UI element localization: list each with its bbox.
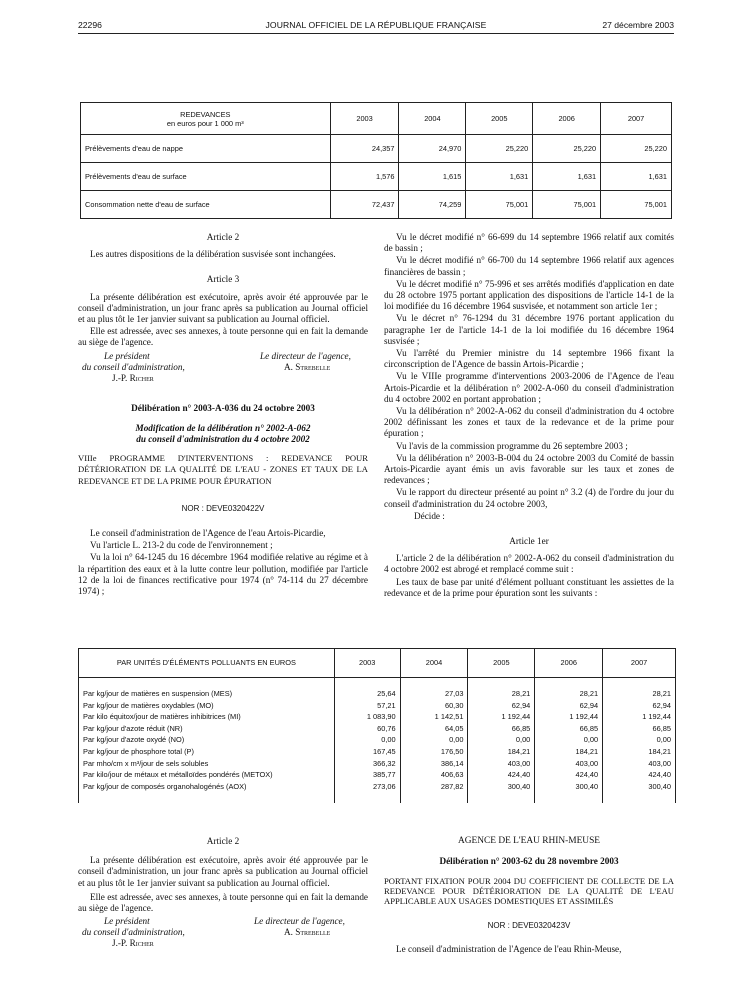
- cell: 424,40: [603, 769, 676, 781]
- table-row: [79, 746, 676, 758]
- paragraph-vu-8: Vu l'avis de la commission programme du 26 septembre 2003 ;: [396, 440, 628, 451]
- table-header-row: [81, 103, 672, 135]
- year-header: 2003: [334, 649, 400, 678]
- cell: 403,00: [603, 757, 676, 769]
- cell: 0,00: [400, 734, 468, 746]
- cell: 62,94: [603, 700, 676, 712]
- right-column-lower: [384, 836, 674, 956]
- table-row: [79, 769, 676, 781]
- cell: 60,30: [400, 700, 468, 712]
- cell: 403,00: [535, 757, 603, 769]
- row-label: Prélèvements d'eau de surface: [81, 163, 331, 191]
- left-column-upper: [78, 232, 368, 598]
- header-label-line2: en euros pour 1 000 m³: [166, 118, 244, 128]
- cell: 424,40: [535, 769, 603, 781]
- paragraph-vu-3: Vu le décret modifié n° 75-996 et ses arrêtés modifiés d'application en date du 28 octobre 1975 portant application des dispositions de l'article 14-1 de la loi modifiée du 16 décembre 1964 susvisée, et notamment son article 1er ;: [384, 278, 674, 312]
- deliberation-caption-lower: PORTANT FIXATION POUR 2004 DU COEFFICIENT DE COLLECTE DE LA REDEVANCE POUR DÉTÉRIORATION DE LA QUALITÉ DE L'EAU APPLICABLE AUX USAGES DOMESTIQUES ET ASSIMILÉS: [384, 876, 674, 907]
- cell: 57,21: [334, 700, 400, 712]
- header-label-line1: REDEVANCES: [180, 109, 231, 119]
- cell: 0,00: [603, 734, 676, 746]
- year-header: 2003: [330, 103, 399, 135]
- row-label: Par mho/cm x m³/jour de sels solubles: [79, 757, 335, 769]
- paragraph-vu-2: Vu le décret modifié n° 66-700 du 14 septembre 1966 relatif aux agences financières de bassin ;: [384, 255, 674, 277]
- cell: 66,85: [468, 723, 535, 735]
- cell: 60,76: [334, 723, 400, 735]
- table-row: [79, 723, 676, 735]
- signature-president-name: J.-P. Richer: [112, 938, 154, 949]
- cell: 66,85: [535, 723, 603, 735]
- table-row: [79, 781, 676, 803]
- issue-date: 27 décembre 2003: [602, 20, 674, 30]
- cell: 0,00: [334, 734, 400, 746]
- cell: 66,85: [603, 723, 676, 735]
- cell: 1,631: [533, 163, 601, 191]
- paragraph-vu-loi: Vu la loi n° 64-1245 du 16 décembre 1964 modifiée relative au régime et à la répartition des eaux et à la lutte contre leur pollution, modifiée par l'article 12 de la loi de finances rectificative pour 1974 (n° 74-114 du 27 décembre 1974) ;: [78, 552, 368, 597]
- signature-president-title: Le président: [104, 350, 150, 361]
- cell: 300,40: [468, 781, 535, 803]
- article-3-title: Article 3: [206, 274, 240, 285]
- cell: 300,40: [603, 781, 676, 803]
- cell: 75,001: [533, 191, 601, 219]
- decide: Décide :: [414, 510, 445, 521]
- signature-president-title-2: du conseil d'administration,: [82, 361, 185, 372]
- signature-president-title: Le président: [104, 916, 150, 927]
- signature-director-name: A. Strebelle: [284, 927, 331, 938]
- paragraph-vu-7: Vu la délibération n° 2002-A-062 du conseil d'administration du 4 octobre 2002 définissant les zones et taux de la redevance et de la prime pour épuration ;: [384, 406, 674, 439]
- nor-reference-lower: NOR : DEVE0320423V: [487, 921, 571, 931]
- cell: 386,14: [400, 757, 468, 769]
- cell: 184,21: [603, 746, 676, 758]
- cell: 273,06: [334, 781, 400, 803]
- cell: 385,77: [334, 769, 400, 781]
- year-header: 2007: [603, 649, 676, 678]
- cell: 1 192,44: [535, 711, 603, 723]
- year-header: 2006: [535, 649, 603, 678]
- cell: 184,21: [468, 746, 535, 758]
- row-label: Par kg/jour d'azote réduit (NR): [79, 723, 335, 735]
- cell: 167,45: [334, 746, 400, 758]
- signature-director-name: A. Strebelle: [284, 361, 331, 372]
- table-row: [79, 700, 676, 712]
- cell: 300,40: [535, 781, 603, 803]
- cell: 64,05: [400, 723, 468, 735]
- redevances-table: [80, 102, 672, 219]
- row-label: Par kilo équitox/jour de matières inhibitrices (MI): [79, 711, 335, 723]
- article-2-title: Article 2: [206, 232, 240, 242]
- cell: 28,21: [468, 678, 535, 700]
- deliberation-subtitle-2: du conseil d'administration du 4 octobre 2002: [136, 434, 310, 445]
- row-label: Prélèvements d'eau de nappe: [81, 135, 331, 163]
- table-row: [79, 711, 676, 723]
- row-label: Par kg/jour de composés organohalogénés (AOX): [79, 781, 335, 803]
- cell: 184,21: [535, 746, 603, 758]
- year-header: 2007: [601, 103, 672, 135]
- cell: 403,00: [468, 757, 535, 769]
- row-label: Par kg/jour d'azote oxydé (NO): [79, 734, 335, 746]
- year-header: 2004: [399, 103, 466, 135]
- article-2-title-lower: Article 2: [206, 836, 240, 846]
- cell: 75,001: [466, 191, 533, 219]
- deliberation-title: Délibération n° 2003-A-036 du 24 octobre 2003: [131, 402, 315, 413]
- cell: 24,970: [399, 135, 466, 163]
- article-2-paragraph-2: Elle est adressée, avec ses annexes, à toute personne qui en fait la demande au siège de l'agence.: [78, 891, 368, 914]
- cell: 1 192,44: [468, 711, 535, 723]
- table-row: [81, 191, 672, 219]
- cell: 1 192,44: [603, 711, 676, 723]
- article-3-paragraph-2: Elle est adressée, avec ses annexes, à toute personne qui en fait la demande au siège de l'agence.: [78, 326, 368, 348]
- cell: 1,615: [399, 163, 466, 191]
- cell: 25,220: [533, 135, 601, 163]
- signature-director-title: Le directeur de l'agence,: [254, 916, 345, 927]
- paragraph-vu-5: Vu l'arrêté du Premier ministre du 14 septembre 1966 fixant la circonscription de l'Agence de bassin Artois-Picardie ;: [384, 348, 674, 370]
- polluants-table: [78, 648, 676, 803]
- cell: 406,63: [400, 769, 468, 781]
- paragraph-vu-article: Vu l'article L. 213-2 du code de l'environnement ;: [90, 540, 273, 551]
- article-1-paragraph-2: Les taux de base par unité d'élément polluant constituant les assiettes de la redevance et de la prime pour épuration sont les suivants :: [384, 576, 674, 598]
- deliberation-title-lower: Délibération n° 2003-62 du 28 novembre 2003: [439, 856, 619, 867]
- table-row: [81, 163, 672, 191]
- row-label: Par kg/jour de phosphore total (P): [79, 746, 335, 758]
- signature-director-title: Le directeur de l'agence,: [260, 350, 351, 361]
- article-1-paragraph-1: L'article 2 de la délibération n° 2002-A-062 du conseil d'administration du 4 octobre 2002 est abrogé et remplacé comme suit :: [384, 553, 674, 575]
- year-header: 2005: [466, 103, 533, 135]
- journal-title: JOURNAL OFFICIEL DE LA RÉPUBLIQUE FRANÇAISE: [265, 20, 487, 30]
- cell: 287,82: [400, 781, 468, 803]
- cell: 0,00: [468, 734, 535, 746]
- year-header: 2004: [400, 649, 468, 678]
- page-number: 22296: [78, 20, 102, 30]
- table-row: [79, 757, 676, 769]
- cell: 366,32: [334, 757, 400, 769]
- cell: 62,94: [535, 700, 603, 712]
- cell: 74,259: [399, 191, 466, 219]
- paragraph-vu-4: Vu le décret n° 76-1294 du 31 décembre 1976 portant application du paragraphe 1er de l'article 14-1 de la loi modifiée du 16 décembre 1964 susvisée ;: [384, 313, 674, 346]
- cell: 28,21: [535, 678, 603, 700]
- cell: 75,001: [601, 191, 672, 219]
- row-label: Par kg/jour de matières oxydables (MO): [79, 700, 335, 712]
- paragraph-vu-10: Vu le rapport du directeur présenté au point n° 3.2 (4) de l'ordre du jour du conseil d'administration du 24 octobre 2003,: [384, 487, 674, 509]
- cell: 1 083,90: [334, 711, 400, 723]
- signature-block-lower: [78, 916, 368, 950]
- deliberation-caption: VIIIe PROGRAMME D'INTERVENTIONS : REDEVANCE POUR DÉTÉRIORATION DE LA QUALITÉ DE L'EAU - ZONES ET TAUX DE LA REDEVANCE ET DE LA PRIME POUR ÉPURATION: [78, 453, 368, 486]
- cell: 1 142,51: [400, 711, 468, 723]
- paragraph-vu-1: Vu le décret modifié n° 66-699 du 14 septembre 1966 relatif aux comités de bassin ;: [384, 232, 674, 254]
- paragraph-vu-6: Vu le VIIIe programme d'interventions 2003-2006 de l'Agence de l'eau Artois-Picardie et la délibération n° 2002-A-060 du conseil d'administration du 4 octobre 2002 en portant approbation ;: [384, 371, 674, 404]
- page-header: [78, 20, 674, 34]
- cell: 424,40: [468, 769, 535, 781]
- cell: 24,357: [330, 135, 399, 163]
- signature-president-title-2: du conseil d'administration,: [82, 927, 185, 938]
- right-column-upper: [384, 232, 674, 600]
- agency-heading: AGENCE DE L'EAU RHIN-MEUSE: [457, 836, 601, 846]
- paragraph-vu-9: Vu la délibération n° 2003-B-004 du 24 octobre 2003 du Comité de bassin Artois-Picardie ayant émis un avis favorable sur les taux et zones de redevances ;: [384, 452, 674, 486]
- table-header-label: PAR UNITÉS D'ÉLÉMENTS POLLUANTS EN EUROS: [79, 649, 335, 678]
- paragraph-conseil-lower: Le conseil d'administration de l'Agence de l'eau Rhin-Meuse,: [396, 943, 622, 954]
- cell: 1,631: [601, 163, 672, 191]
- deliberation-subtitle-1: Modification de la délibération n° 2002-A-062: [135, 422, 311, 433]
- row-label: Par kg/jour de matières en suspension (MES): [79, 678, 335, 700]
- table-header-row: [79, 649, 676, 678]
- article-1-title: Article 1er: [509, 536, 549, 547]
- cell: 1,576: [330, 163, 399, 191]
- cell: 72,437: [330, 191, 399, 219]
- table-header-label: [81, 103, 331, 135]
- article-3-paragraph-1: La présente délibération est exécutoire, après avoir été approuvée par le conseil d'administration, un jour franc après sa publication au Journal officiel et au plus tôt le 1er janvier suivant sa publication au Journal officiel.: [78, 291, 368, 325]
- signature-president-name: J.-P. Richer: [112, 372, 154, 383]
- cell: 62,94: [468, 700, 535, 712]
- cell: 28,21: [603, 678, 676, 700]
- table-row: [79, 678, 676, 700]
- cell: 25,64: [334, 678, 400, 700]
- cell: 176,50: [400, 746, 468, 758]
- table-row: [81, 135, 672, 163]
- article-2-paragraph-1: La présente délibération est exécutoire, après avoir été approuvée par le conseil d'administration, un jour franc après sa publication au Journal officiel et au plus tôt le 1er janvier suivant sa publication au Journal officiel.: [78, 855, 368, 888]
- row-label: Par kilo/jour de métaux et métalloïdes pondérés (METOX): [79, 769, 335, 781]
- signature-block: [78, 351, 368, 385]
- year-header: 2005: [468, 649, 535, 678]
- nor-reference: NOR : DEVE0320422V: [181, 503, 265, 513]
- paragraph-conseil: Le conseil d'administration de l'Agence de l'eau Artois-Picardie,: [90, 528, 326, 539]
- header-rule: [78, 33, 674, 34]
- article-2-text: Les autres dispositions de la délibération susvisée sont inchangées.: [90, 249, 336, 260]
- cell: 1,631: [466, 163, 533, 191]
- left-column-lower: [78, 836, 368, 950]
- row-label: Consommation nette d'eau de surface: [81, 191, 331, 219]
- table-row: [79, 734, 676, 746]
- year-header: 2006: [533, 103, 601, 135]
- cell: 0,00: [535, 734, 603, 746]
- cell: 25,220: [466, 135, 533, 163]
- cell: 25,220: [601, 135, 672, 163]
- cell: 27,03: [400, 678, 468, 700]
